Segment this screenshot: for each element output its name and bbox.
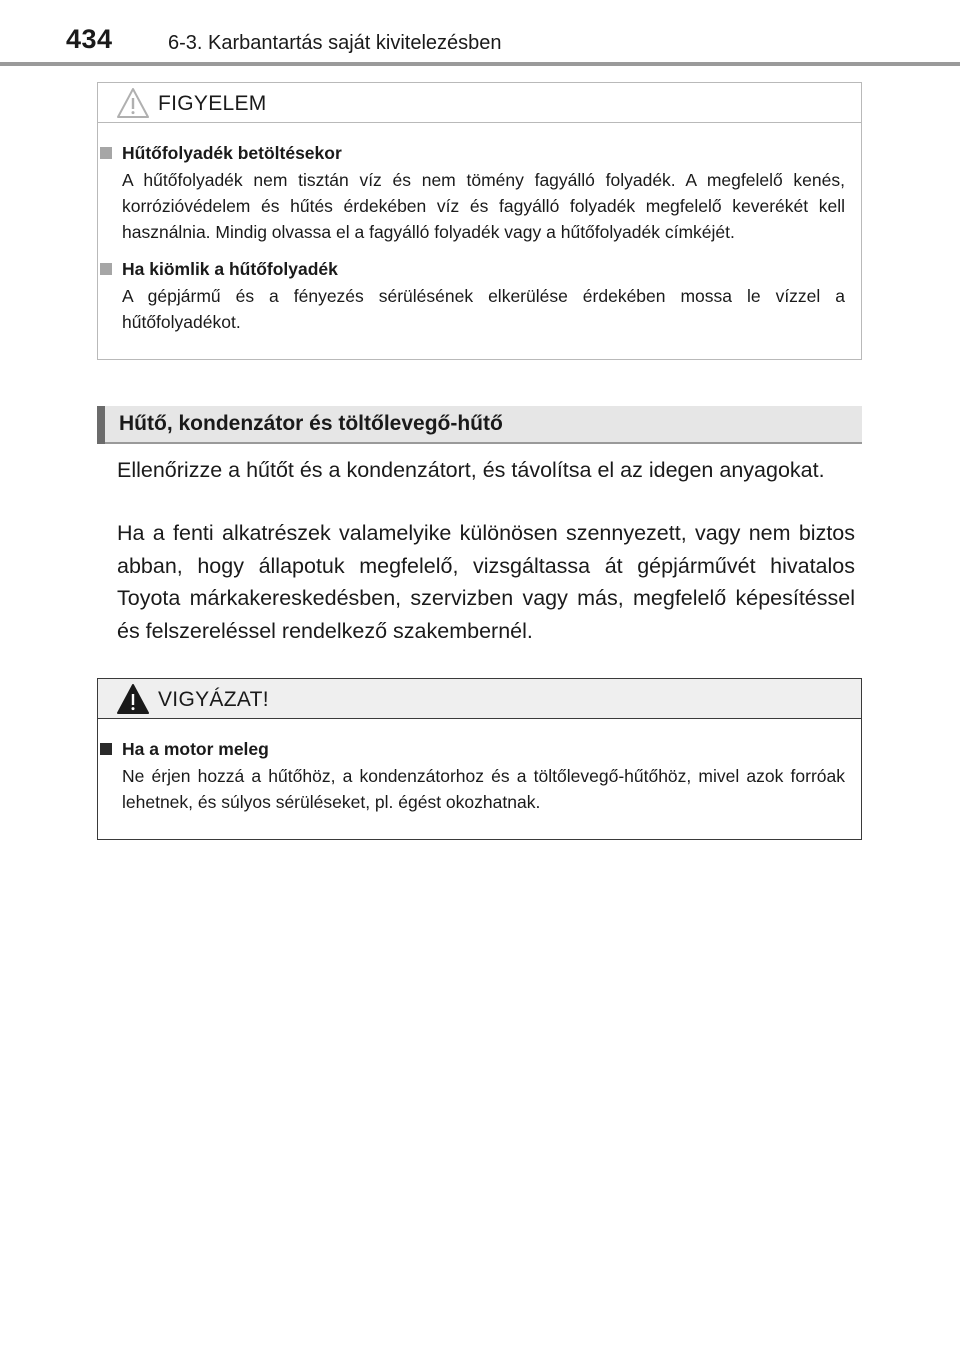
caution-item-heading: Ha kiömlik a hűtőfolyadék bbox=[122, 259, 338, 279]
warning-triangle-filled-icon bbox=[116, 683, 150, 715]
section-heading-bar bbox=[97, 406, 105, 444]
square-bullet-icon bbox=[100, 263, 112, 275]
body-paragraph: Ellenőrizze a hűtőt és a kondenzátort, és távolítsa el az idegen anyagokat. bbox=[117, 458, 825, 482]
header-divider bbox=[0, 62, 960, 66]
warning-box-title: VIGYÁZAT! bbox=[158, 688, 269, 711]
caution-box-header bbox=[98, 83, 861, 123]
caution-box-title: FIGYELEM bbox=[158, 92, 267, 115]
warning-box bbox=[97, 678, 862, 840]
warning-item-heading: Ha a motor meleg bbox=[122, 739, 269, 759]
caution-item-text: A gépjármű és a fényezés sérülésének elkerülése érdekében mossa le vízzel a hűtőfolyadékot. bbox=[122, 286, 845, 332]
warning-triangle-outline-icon bbox=[116, 87, 150, 119]
section-heading-band bbox=[97, 406, 862, 444]
square-bullet-icon bbox=[100, 743, 112, 755]
section-heading: Hűtő, kondenzátor és töltőlevegő-hűtő bbox=[119, 412, 503, 435]
square-bullet-icon bbox=[100, 147, 112, 159]
section-title: 6-3. Karbantartás saját kivitelezésben bbox=[168, 32, 502, 54]
caution-box bbox=[97, 82, 862, 360]
body-paragraph: Ha a fenti alkatrészek valamelyike különösen szennyezett, vagy nem biztos abban, hogy állapotuk megfelelő, vizsgáltassa át gépjárművét hivatalos Toyota márkakereskedésben, szervizben vagy más, megfelelő képesítéssel és felszereléssel rendelkező szakembernél. bbox=[117, 521, 855, 643]
page-header bbox=[0, 0, 960, 66]
warning-item bbox=[122, 737, 845, 815]
caution-item-text: A hűtőfolyadék nem tisztán víz és nem tömény fagyálló folyadék. A megfelelő kenés, korrózióvédelem és hűtés érdekében víz és fagyálló folyadék megfelelő keverékét kell használnia. Mindig olvassa el a fagyálló folyadék vagy a hűtőfolyadék címkéjét. bbox=[122, 170, 845, 242]
warning-box-header bbox=[98, 679, 861, 719]
caution-item bbox=[122, 141, 845, 245]
page-number: 434 bbox=[66, 24, 113, 54]
caution-item-heading: Hűtőfolyadék betöltésekor bbox=[122, 143, 342, 163]
warning-item-text: Ne érjen hozzá a hűtőhöz, a kondenzátorhoz és a töltőlevegő-hűtőhöz, mivel azok forróak lehetnek, és súlyos sérüléseket, pl. égést okozhatnak. bbox=[122, 766, 845, 812]
caution-item bbox=[122, 257, 845, 335]
